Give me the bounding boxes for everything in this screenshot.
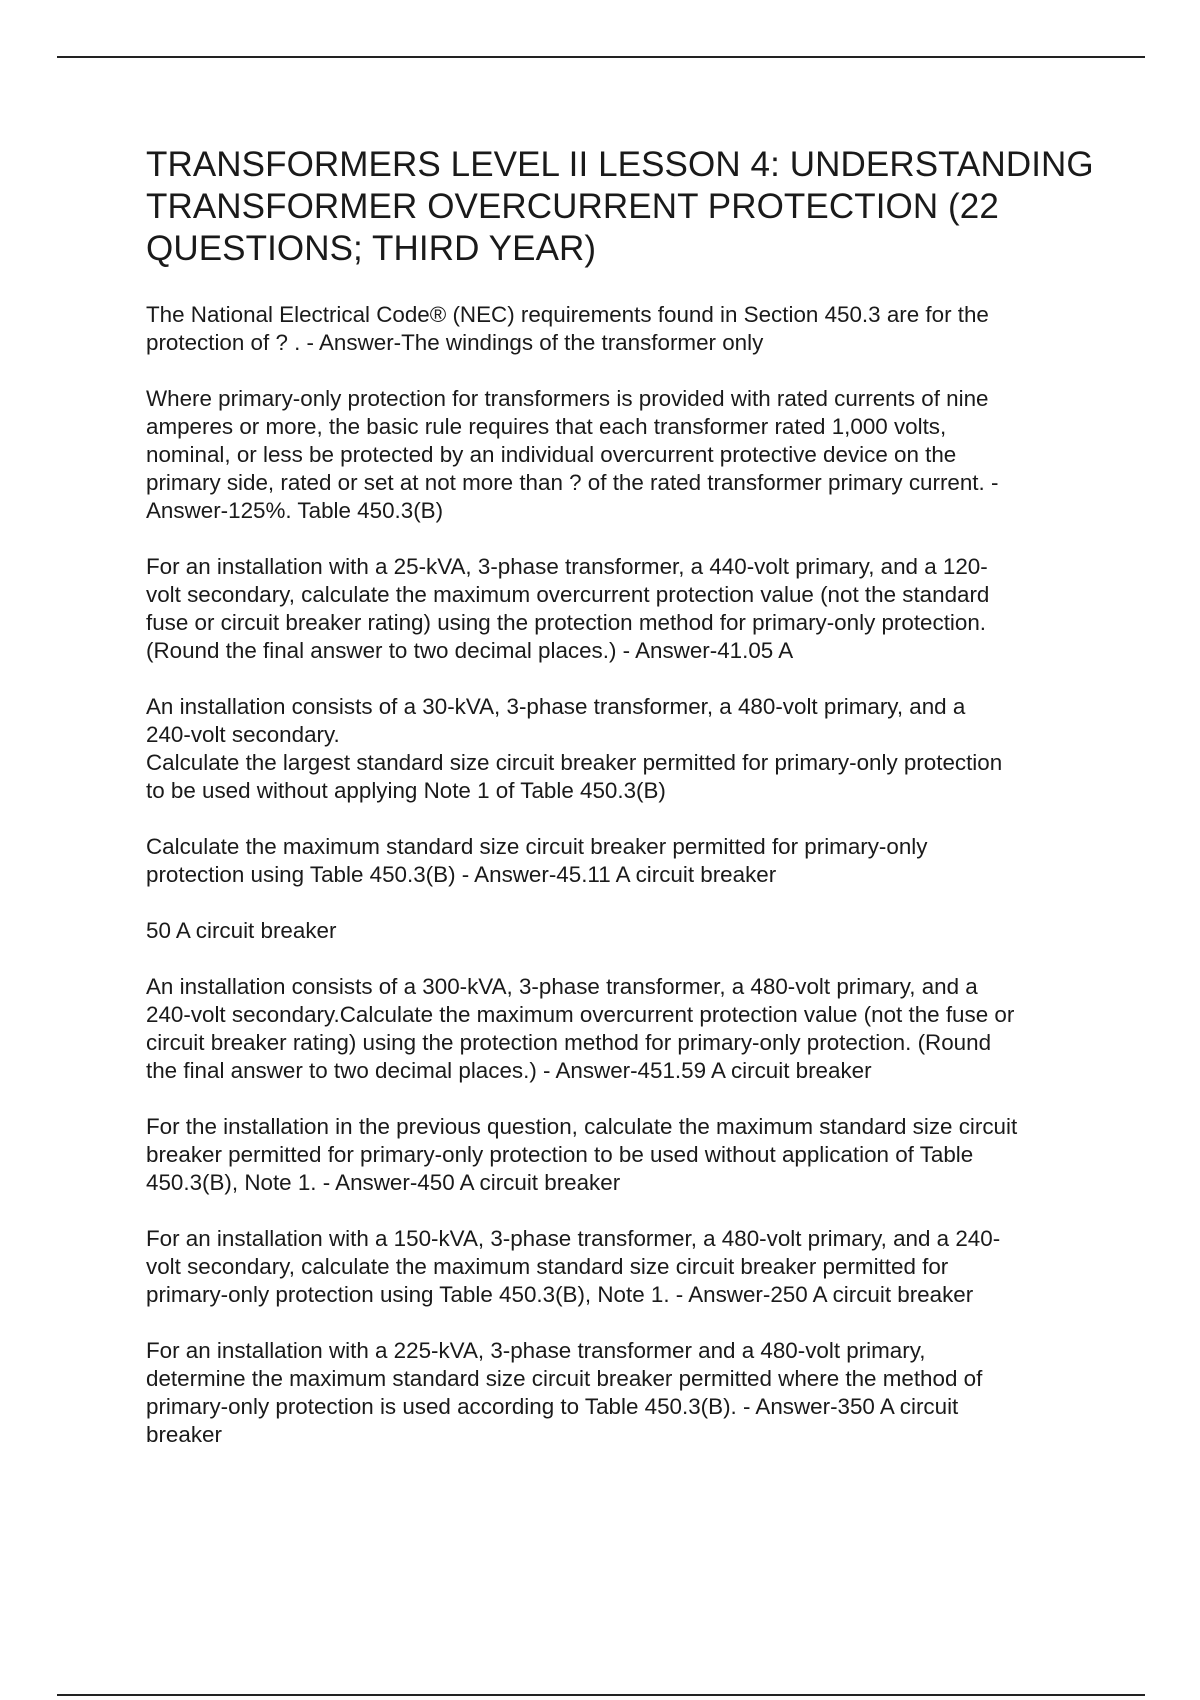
bottom-divider [57, 1694, 1145, 1696]
top-divider [57, 56, 1145, 58]
question-paragraph: For an installation with a 225-kVA, 3-phase transformer and a 480-volt primary, determine the maximum standard size circuit breaker permitted where the method of primary-only protection is used according to Table 450.3(B). - Answer-350 A circuit breaker [146, 1338, 983, 1447]
question-paragraph: For an installation with a 25-kVA, 3-phase transformer, a 440-volt primary, and a 120- volt secondary, calculate the maximum overcurrent protection value (not the standard fuse or circuit breaker rating) using the protection method for primary-only protection. (Round the final answer to two decimal places.) - Answer-41.05 A [146, 554, 990, 663]
question-paragraph: Calculate the maximum standard size circuit breaker permitted for primary-only protection using Table 450.3(B) - Answer-45.11 A circuit breaker [146, 834, 928, 887]
answer-paragraph: 50 A circuit breaker [146, 918, 337, 943]
document-title: TRANSFORMERS LEVEL II LESSON 4: UNDERSTANDING TRANSFORMER OVERCURRENT PROTECTION (22 QUESTIONS; THIRD YEAR) [146, 145, 1094, 268]
question-paragraph: For the installation in the previous question, calculate the maximum standard size circuit breaker permitted for primary-only protection to be used without application of Table 450.3(B), Note 1. - Answer-450 A circuit breaker [146, 1114, 1018, 1195]
question-paragraph: An installation consists of a 300-kVA, 3-phase transformer, a 480-volt primary, and a 240-volt secondary.Calculate the maximum overcurrent protection value (not the fuse or circuit breaker rating) using the protection method for primary-only protection. (Round the final answer to two decimal places.) - Answer-451.59 A circuit breaker [146, 974, 1015, 1083]
question-paragraph: For an installation with a 150-kVA, 3-phase transformer, a 480-volt primary, and a 240- volt secondary, calculate the maximum standard size circuit breaker permitted for primary-only protection using Table 450.3(B), Note 1. - Answer-250 A circuit breaker [146, 1226, 1001, 1307]
question-paragraph: Where primary-only protection for transformers is provided with rated currents of nine amperes or more, the basic rule requires that each transformer rated 1,000 volts, nominal, or less be protected by an individual overcurrent protective device on the primary side, rated or set at not more than ? of the rated transformer primary current. - Answer-125%. Table 450.3(B) [146, 386, 999, 523]
question-paragraph: An installation consists of a 30-kVA, 3-phase transformer, a 480-volt primary, and a 240-volt secondary. Calculate the largest standard size circuit breaker permitted for primary-only protection to be used without applying Note 1 of Table 450.3(B) [146, 694, 1003, 803]
document-body [146, 144, 1096, 1477]
question-paragraph: The National Electrical Code® (NEC) requirements found in Section 450.3 are for the protection of ? . - Answer-The windings of the transformer only [146, 302, 989, 355]
